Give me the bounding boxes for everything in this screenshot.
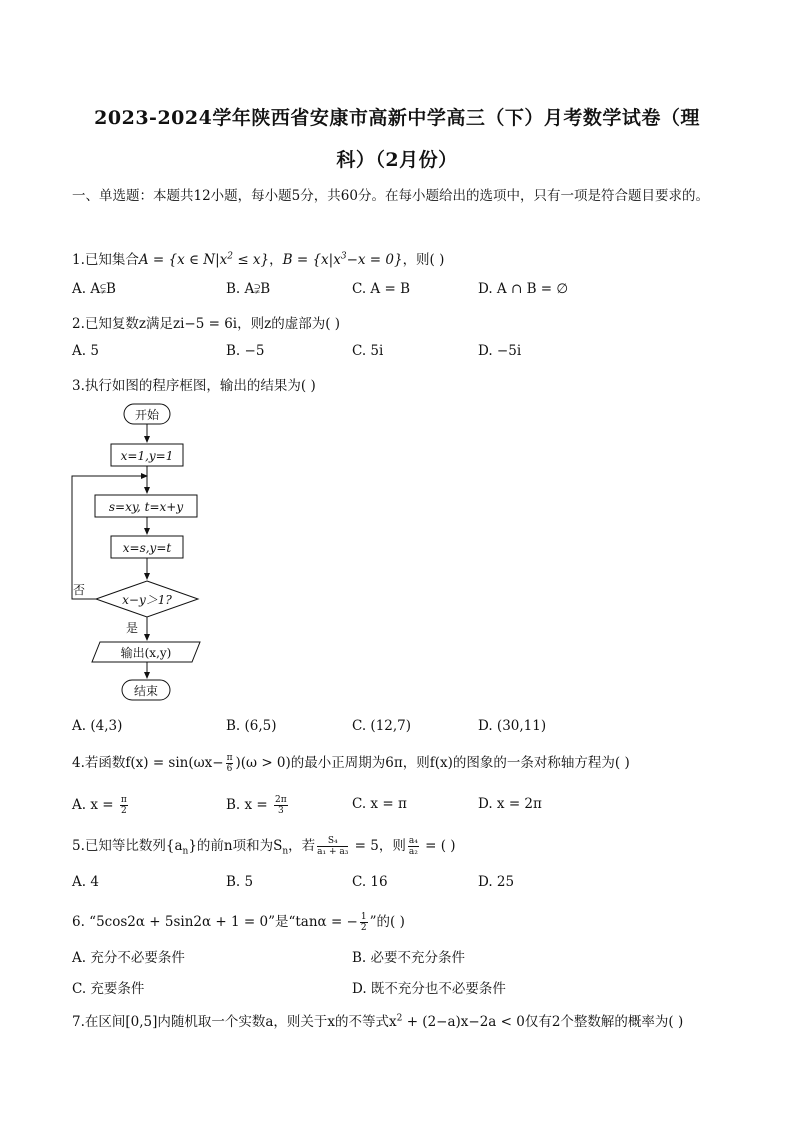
q5-suffix: = ( ) <box>420 838 456 854</box>
q5-option-b: B. 5 <box>226 874 254 890</box>
q1-set-b-tail: −x = 0} <box>346 252 403 268</box>
q1-set-a: A = {x ∈ N|x <box>138 252 228 268</box>
q5-mid3: = 5，则 <box>350 838 406 854</box>
exam-title-line1: 2023-2024学年陕西省安康市高新中学高三（下）月考数学试卷（理 <box>94 107 700 129</box>
q6-option-a: A. 充分不必要条件 <box>72 950 185 966</box>
q5-mid1: }的前n项和为S <box>188 838 283 854</box>
q5-frac2-num: a₄ <box>408 836 418 846</box>
q6-prefix: 6. “5cos2α + 5sin2α + 1 = 0”是“tanα = − <box>72 914 358 930</box>
q5-option-c: C. 16 <box>352 874 388 890</box>
q1-option-b: B. A⫌B <box>226 281 271 297</box>
q1-option-c: C. A = B <box>352 281 410 297</box>
q4-option-c: C. x = π <box>352 796 407 812</box>
q2-option-c: C. 5i <box>352 343 384 359</box>
q4-prefix: 4.若函数f(x) = sin(ωx− <box>72 755 224 771</box>
flow-step2-label: x=s,y=t <box>122 541 172 555</box>
q1-set-b-exp: 3 <box>340 251 347 262</box>
q4-option-a-frac <box>120 795 128 816</box>
q4-option-a-num: π <box>120 795 127 805</box>
question-7 <box>72 1010 683 1030</box>
question-2: 2.已知复数z满足zi−5 = 6i，则z的虚部为( ) <box>72 316 341 332</box>
exam-title-line2: 科）（2月份） <box>336 149 458 171</box>
question-3: 3.执行如图的程序框图，输出的结果为( ) <box>72 378 316 394</box>
flow-condition-label: x−y＞1? <box>122 593 172 607</box>
q7-prefix: 7.在区间[0,5]内随机取一个实数a，则关于x的不等式x <box>72 1014 397 1030</box>
q5-mid2: ，若 <box>288 838 316 854</box>
q6-fraction <box>360 912 368 933</box>
q6-option-c: C. 充要条件 <box>72 981 145 997</box>
question-5 <box>72 834 456 857</box>
flow-step1-label: s=xy, t=x+y <box>108 500 184 514</box>
q6-suffix: ”的( ) <box>369 914 405 930</box>
q1-suffix: ，则( ) <box>402 252 445 268</box>
q2-option-b: B. −5 <box>226 343 265 359</box>
q6-option-d: D. 既不充分也不必要条件 <box>352 981 506 997</box>
q1-set-b: B = {x|x <box>282 252 341 268</box>
q2-option-a: A. 5 <box>72 343 99 359</box>
q4-suffix: )(ω > 0)的最小正周期为6π，则f(x)的图象的一条对称轴方程为( ) <box>235 755 630 771</box>
q6-frac-num: 1 <box>360 912 367 922</box>
q5-fraction-2 <box>408 836 419 857</box>
q7-suffix: + (2−a)x−2a < 0仅有2个整数解的概率为( ) <box>402 1014 684 1030</box>
program-flowchart <box>64 398 214 703</box>
flow-no-label: 否 <box>72 583 86 597</box>
question-1 <box>72 248 444 268</box>
q4-option-b-label: B. x = <box>226 797 273 813</box>
q4-option-b-num: 2π <box>275 795 287 805</box>
q5-frac2-den: a₂ <box>408 847 418 857</box>
flow-start-label: 开始 <box>134 408 160 422</box>
q5-frac1-num: S₄ <box>317 836 348 847</box>
q4-frac-num: π <box>226 753 233 763</box>
flow-output-label: 输出(x,y) <box>120 646 172 660</box>
q4-option-a-label: A. x = <box>72 797 118 813</box>
q4-option-d: D. x = 2π <box>478 796 542 812</box>
question-4 <box>72 751 630 774</box>
q5-sub-n-2: n <box>282 846 289 857</box>
q3-option-d: D. (30,11) <box>478 718 547 734</box>
q4-option-a <box>72 795 130 816</box>
q5-option-d: D. 25 <box>478 874 515 890</box>
q4-fraction <box>226 753 234 774</box>
q5-frac1-den: a₁ + a₃ <box>317 847 349 857</box>
q4-frac-den: 6 <box>226 764 233 774</box>
q4-option-b <box>226 795 290 816</box>
q3-option-a: A. (4,3) <box>72 718 123 734</box>
q1-option-a: A. A⫋B <box>72 281 116 297</box>
q5-option-a: A. 4 <box>72 874 99 890</box>
section-heading: 一、单选题：本题共12小题，每小题5分，共60分。在每小题给出的选项中，只有一项是符合题目要求的。 <box>72 188 709 204</box>
question-6 <box>72 910 405 933</box>
q1-prefix: 1.已知集合 <box>72 252 139 268</box>
flow-end-label: 结束 <box>133 684 159 698</box>
q1-comma: ， <box>269 252 283 268</box>
q5-fraction-1 <box>317 836 348 857</box>
q5-sub-n: n <box>182 846 189 857</box>
q1-set-a-exp: 2 <box>227 251 234 262</box>
q3-option-b: B. (6,5) <box>226 718 277 734</box>
q3-option-c: C. (12,7) <box>352 718 412 734</box>
q1-option-d: D. A ∩ B = ∅ <box>478 281 569 297</box>
q6-option-b: B. 必要不充分条件 <box>352 950 466 966</box>
q6-frac-den: 2 <box>360 923 367 933</box>
q2-option-d: D. −5i <box>478 343 522 359</box>
flow-yes-label: 是 <box>125 621 139 635</box>
q5-prefix: 5.已知等比数列{a <box>72 838 183 854</box>
q4-option-a-den: 2 <box>120 806 127 816</box>
q4-option-b-frac <box>274 795 288 816</box>
q4-option-b-den: 3 <box>277 806 284 816</box>
q1-set-a-tail: ≤ x} <box>233 252 270 268</box>
q7-exp: 2 <box>396 1013 403 1024</box>
flow-init-label: x=1,y=1 <box>120 449 174 463</box>
